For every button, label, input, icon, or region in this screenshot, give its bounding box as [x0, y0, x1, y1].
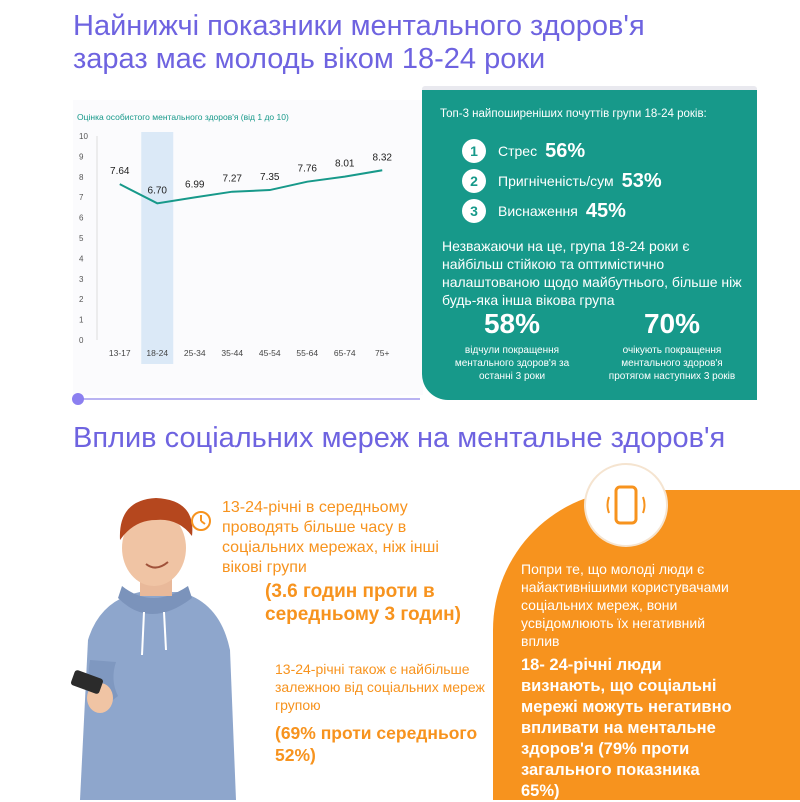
phone-icon-badge — [584, 463, 668, 547]
page-title: Найнижчі показники ментального здоров'я зараз має молодь віком 18-24 роки — [73, 10, 645, 75]
feeling-label: Пригніченість/сум — [498, 173, 614, 189]
awareness-text: Попри те, що молоді люди є найактивнішими користувачами соціальних мереж, вони усвідомлюють їх негативний вплив — [521, 561, 729, 649]
highlight-column — [141, 132, 173, 364]
stat-value: 70% — [643, 308, 701, 339]
clock-icon — [190, 510, 212, 532]
feeling-item — [462, 198, 742, 224]
data-label: 6.70 — [147, 185, 167, 197]
chart-panel — [73, 100, 423, 395]
y-tick-label: 1 — [79, 315, 84, 325]
y-tick-label: 10 — [79, 132, 88, 141]
resilience-text: Незважаючи на це, група 18-24 роки є найбільш стійкою та оптимістично налаштованою щодо майбутнього, більше ніж будь-яка інша вікова група — [442, 238, 742, 308]
dependence-text: 13-24-річні також є найбільше залежною від соціальних мереж групою — [275, 661, 485, 713]
feeling-item — [462, 138, 742, 164]
feeling-percent: 56% — [545, 139, 586, 162]
feeling-item — [462, 168, 742, 194]
feeling-label: Стрес — [498, 143, 538, 159]
stat-caption: відчули покращення ментального здоров'я за останні 3 роки — [454, 345, 570, 382]
y-tick-label: 4 — [79, 254, 84, 264]
data-label: 7.64 — [110, 166, 130, 178]
rank-badge: 3 — [462, 199, 486, 223]
feeling-label: Виснаження — [498, 203, 578, 219]
section-title: Вплив соціальних мереж на ментальне здоров'я — [73, 422, 726, 454]
divider-dot — [72, 393, 84, 405]
y-tick-label: 6 — [79, 213, 84, 223]
stat-caption: очікують покращення ментального здоров'я протягом наступних 3 років — [608, 345, 736, 382]
x-tick-label: 45-54 — [258, 348, 281, 358]
y-tick-label: 2 — [79, 295, 84, 305]
chart-title: Оцінка особистого ментального здоров'я (від 1 до 10) — [77, 112, 289, 122]
divider-line — [80, 398, 420, 400]
data-label: 7.76 — [297, 163, 317, 175]
x-tick-label: 55-64 — [296, 348, 319, 358]
phone-icon — [604, 481, 648, 529]
rank-badge: 1 — [462, 139, 486, 163]
x-tick-label: 75+ — [375, 348, 390, 358]
x-tick-label: 25-34 — [183, 348, 206, 358]
dependence-compare: (69% проти середнього 52%) — [275, 723, 478, 765]
y-tick-label: 8 — [79, 172, 84, 182]
x-tick-label: 18-24 — [146, 348, 169, 358]
y-tick-label: 3 — [79, 274, 84, 284]
data-label: 8.01 — [335, 158, 355, 170]
x-tick-label: 35-44 — [221, 348, 244, 358]
stat-value: 58% — [483, 308, 541, 339]
data-label: 6.99 — [185, 179, 205, 191]
line-chart — [73, 100, 423, 395]
feeling-percent: 53% — [621, 169, 662, 192]
feeling-percent: 45% — [585, 199, 626, 222]
data-label: 7.35 — [260, 172, 280, 184]
person-illustration — [60, 490, 240, 800]
y-tick-label: 7 — [79, 193, 84, 203]
x-tick-label: 13-17 — [108, 348, 131, 358]
awareness-strong: 18- 24-річні люди визнають, що соціальні мережі можуть негативно впливати на ментальне здоров'я (79% проти загального показника 65%) — [521, 656, 732, 800]
x-tick-label: 65-74 — [333, 348, 356, 358]
data-label: 7.27 — [222, 173, 242, 185]
social-time-compare: (3.6 годин проти в середньому 3 годин) — [265, 581, 461, 625]
y-tick-label: 5 — [79, 234, 84, 243]
rank-badge: 2 — [462, 169, 486, 193]
y-tick-label: 9 — [79, 152, 84, 162]
social-time-text: 13-24-річні в середньому проводять більше часу в соціальних мережах, ніж інші вікові групи — [222, 499, 439, 576]
y-tick-label: 0 — [79, 336, 84, 345]
top-feelings-heading: Топ-3 найпоширеніших почуттів групи 18-24 років: — [440, 108, 707, 120]
data-label: 8.32 — [372, 152, 392, 164]
